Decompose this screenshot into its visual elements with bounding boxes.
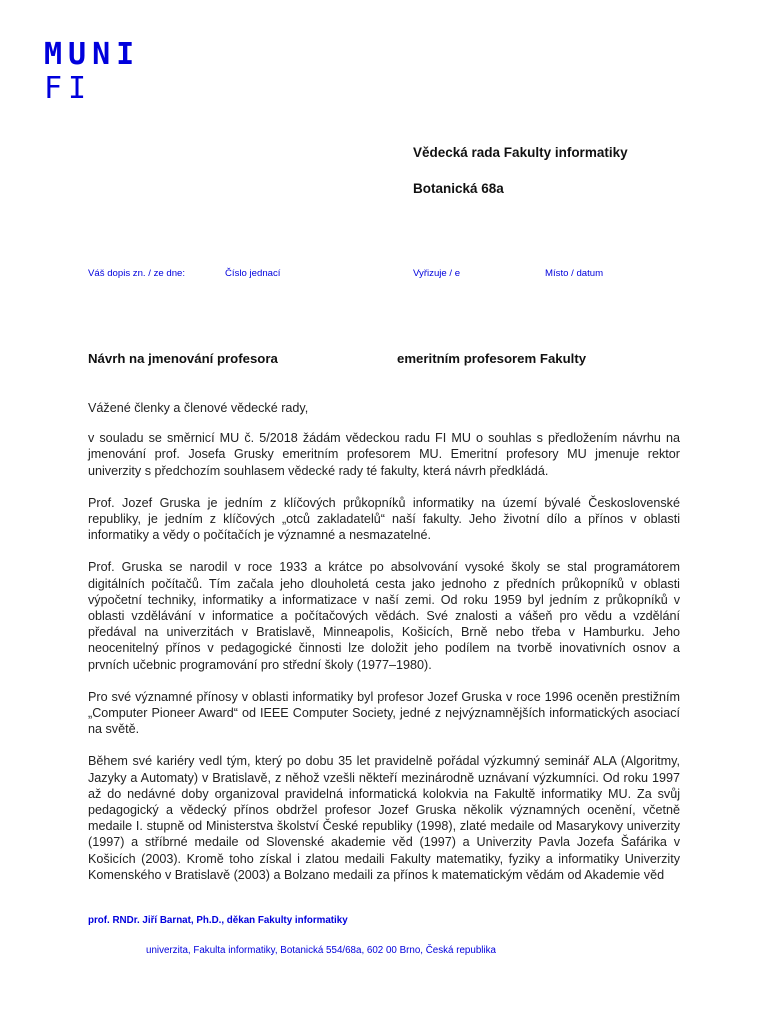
- recipient-name: Vědecká rada Fakulty informatiky: [413, 145, 628, 160]
- ref-place-date-label: Místo / datum: [545, 268, 604, 279]
- footer-address: univerzita, Fakulta informatiky, Botanická 554/68a, 602 00 Brno, Česká republika: [146, 945, 496, 956]
- greeting: Vážené členky a členové vědecké rady,: [88, 401, 309, 415]
- subject-part2: emeritním profesorem Fakulty: [397, 351, 587, 366]
- muni-fi-logo: [44, 38, 140, 106]
- subject-part1: Návrh na jmenování profesora: [88, 351, 278, 366]
- logo-line-muni: MUNI: [44, 37, 141, 72]
- ref-your-letter-label: Váš dopis zn. / ze dne:: [88, 268, 186, 279]
- ref-number-label: Číslo jednací: [225, 268, 281, 279]
- paragraph-5: Během své kariéry vedl tým, který po dobu 35 let pravidelně pořádal výzkumný seminář ALA (Algoritmy, Jazyky a Automaty) v Bratislavě, z něhož vzešli někteří mezinárodně uznávaní výzkumníci. Od roku 1997 až do nedávné doby organizoval pravidelná informatická kolokvia na Fakultě informatiky MU. Za svůj pedagogický a vědecký přínos obdržel profesor Jozef Gruska několik významných ocenění, včetně medaile I. stupně od Ministerstva školství České republiky (1998), zlaté medaile od Masarykovy univerzity (1997) a stříbrné medaile od Slovenské akademie věd (1997) a Univerzity Pavla Jozefa Šafárika v Košicích (2003). Kromě toho získal i zlatou medaili Fakulty matematiky, fyziky a informatiky Univerzity Komenského v Bratislavě (2003) a Bolzano medaili za přínos k matematickým vědám od Akademie věd: [88, 754, 680, 882]
- paragraph-2: Prof. Jozef Gruska je jedním z klíčových průkopníků informatiky na území bývalé Československé republiky, je jedním z klíčových „otců zakladatelů“ naší fakulty. Jeho životní dílo a přínos v oblasti informatiky a vědy o počítačích je významné a nesmazatelné.: [88, 495, 680, 543]
- ref-handled-by-label: Vyřizuje / e: [413, 268, 461, 279]
- footer-signatory: prof. RNDr. Jiří Barnat, Ph.D., děkan Fakulty informatiky: [88, 915, 348, 926]
- letter-body: [88, 400, 680, 899]
- paragraph-3: Prof. Gruska se narodil v roce 1933 a krátce po absolvování vysoké školy se stal programátorem digitálních počítačů. Tím začala jeho dlouholetá cesta jako jednoho z předních průkopníků v oblasti výpočetní techniky, informatiky a informatizace v naší zemi. Od roku 1959 byl jedním z průkopníků v oblasti vzdělávání v informatice a počítačových vědách. Své znalosti a vášeň pro vědu a vzdělání předával na univerzitách v Bratislavě, Minneapolis, Košicích, Brně nebo třeba v Hamburku. Jeho neocenitelný přínos v pedagogické činnosti lze doložit jeho podílem na tvorbě inovativních osnov a prvních učebnic programování pro střední školy (1977–1980).: [88, 560, 680, 672]
- logo-line-fi: FI: [44, 71, 93, 106]
- recipient-address: Botanická 68a: [413, 181, 504, 196]
- paragraph-4: Pro své významné přínosy v oblasti informatiky byl profesor Jozef Gruska v roce 1996 oceněn prestižním „Computer Pioneer Award“ od IEEE Computer Society, jedné z nejvýznamnějších informatických asociací na světě.: [88, 689, 680, 737]
- paragraph-1: v souladu se směrnicí MU č. 5/2018 žádám vědeckou radu FI MU o souhlas s předložením návrhu na jmenování prof. Josefa Grusky emeritním profesorem MU. Emeritní profesory MU jmenuje rektor univerzity s předchozím souhlasem vědecké rady té fakulty, která návrh předkládá.: [88, 431, 680, 478]
